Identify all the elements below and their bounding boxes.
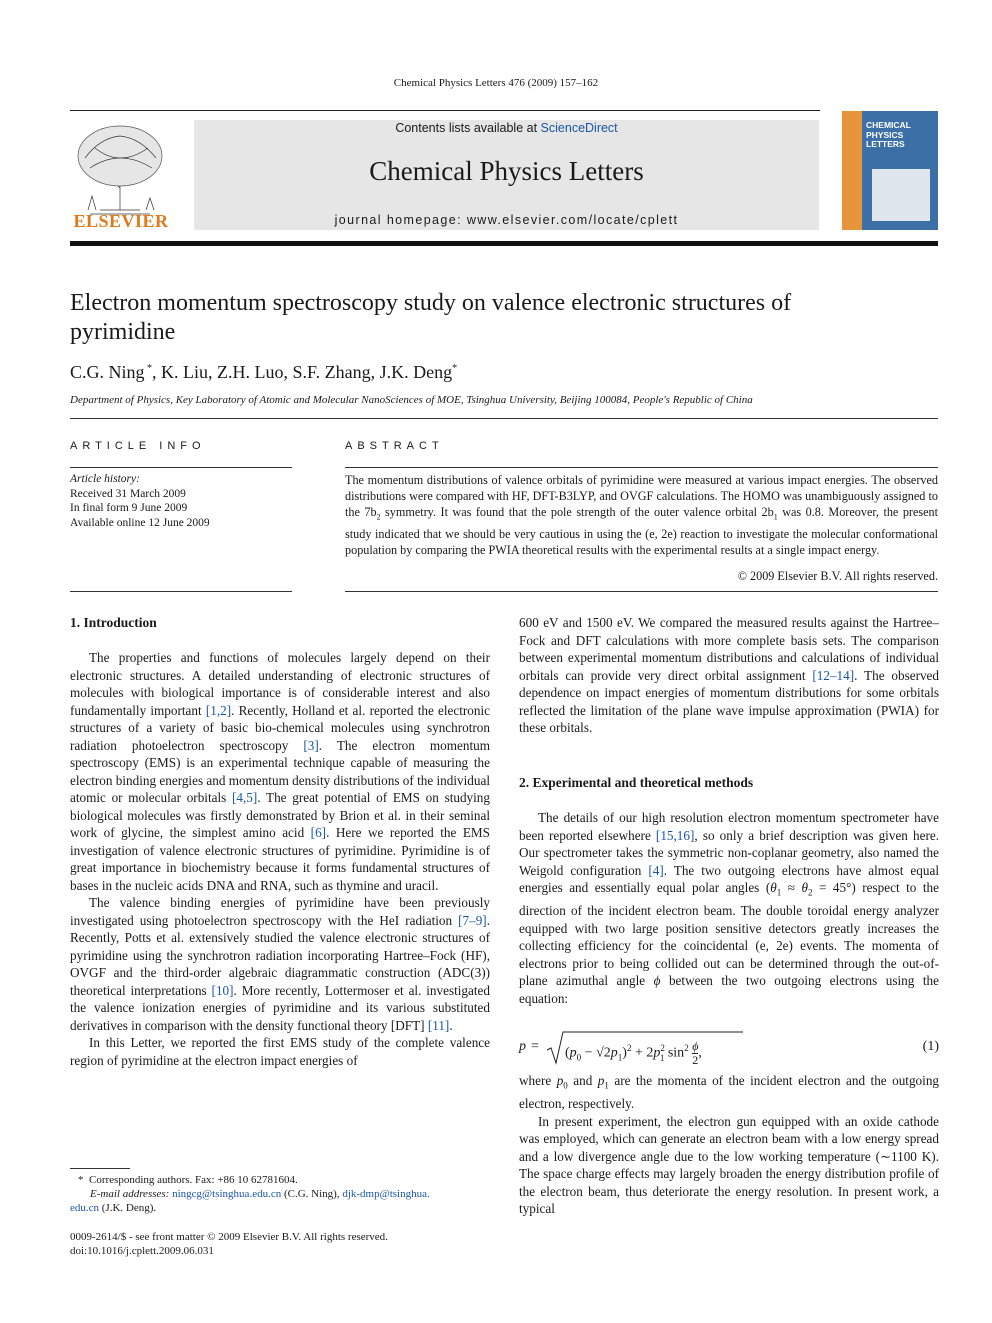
citation-link[interactable]: [11] <box>427 1017 450 1033</box>
article-title: Electron momentum spectroscopy study on valence electronic structures of pyrimidine <box>70 290 792 345</box>
author[interactable]: Z.H. Luo <box>217 362 284 382</box>
author-list: C.G. Ning *, K. Liu, Z.H. Luo, S.F. Zhang, J.K. Deng* <box>70 362 458 382</box>
cover-title: CHEMICAL PHYSICS LETTERS <box>866 120 911 149</box>
author[interactable]: J.K. Deng <box>379 362 453 382</box>
citation-link[interactable]: [3] <box>303 737 319 753</box>
footnote-rule <box>70 1168 130 1169</box>
divider <box>345 467 938 468</box>
copyright: © 2009 Elsevier B.V. All rights reserved. <box>737 569 938 583</box>
citation-link[interactable]: [6] <box>310 825 327 840</box>
article-info-heading: ARTICLE INFO <box>70 440 206 452</box>
section-heading: 1. Introduction <box>70 615 157 630</box>
journal-cover-thumbnail <box>842 111 938 230</box>
author[interactable]: C.G. Ning <box>70 362 145 382</box>
doi-line[interactable]: doi:10.1016/j.cplett.2009.06.031 <box>70 1245 214 1257</box>
citation-link[interactable]: [4] <box>648 862 664 878</box>
citation-link[interactable]: [12–14] <box>812 667 855 683</box>
equation-1: p = $(p_0 - √2p_1)^2 + 2p^2_1$ $\sin^2 \frac{\phi}{2}$ , (1) <box>519 1030 939 1066</box>
citation-link[interactable]: [10] <box>211 982 234 998</box>
cover-side-band <box>842 111 862 230</box>
author[interactable]: S.F. Zhang <box>292 362 371 382</box>
abstract-text: The momentum distributions of valence orbitals of pyrimidine were measured at various impact energies. The observed distributions were compared with HF, DFT-B3LYP, and OVGF calculations. The HOMO was unambiguously assigned to the $7b_2$ symmetry. It was found that the pole strength of the outer valence orbital $2b_1$ was 0.8. Moreover, the present study indicated that we should be very cautious in using the (e, 2e) reaction to investigate the molecular conformational population by comparing the PWIA theoretical results with the experimental results at a single impact energy. <box>345 473 939 558</box>
divider <box>70 467 292 468</box>
body-right-column-bottom: where $p_0$ and $p_1$ are the momenta of the incident electron and the outgoing electron, respectively. In present experiment, the electron gun equipped with an oxide cathode was employed, which can generate an electron beam with a low energy spread and a low divergence angle due to the low working temperature (∼1100 K). The space charge effects may largely broaden the energy distribution profile of the electron beam, thus deteriorate the energy resolution. In present work, a typical <box>519 1073 940 1217</box>
citation-link[interactable]: [1,2] <box>205 702 232 718</box>
email-link[interactable]: edu.cn <box>70 1202 100 1214</box>
issn-line: 0009-2614/$ - see front matter © 2009 Elsevier B.V. All rights reserved. <box>70 1231 388 1243</box>
cover-image <box>872 169 930 221</box>
divider <box>70 591 292 592</box>
front-matter-info <box>70 1230 388 1258</box>
divider <box>345 591 938 592</box>
header-rule <box>70 110 820 111</box>
citation-link[interactable]: [15,16] <box>655 827 695 843</box>
body-left-column: The properties and functions of molecules largely depend on their electronic structures. A detailed understanding of electronic structures of molecules with biological importance is of considerable interest and also fundamentally important [1,2]. Recently, Holland et al. reported the electronic structures of a variety of basic bio-chemical molecules using synchrotron radiation photoelectron spectroscopy [3]. The electron momentum spectroscopy (EMS) is an experimental technique capable of measuring the electron binding energies and momentum density distributions of the individual atomic or molecular orbitals [4,5]. The great potential of EMS on studying biological molecules was firstly demonstrated by Brion et al. in their seminal work of glycine, the simplest amino acid [6]. Here we reported the EMS investigation of valence electronic structures of pyrimidine. Pyrimidine is of great importance in biochemistry because it forms fundamental structures of bases in the nucleic acids DNA and RNA, such as thymine and uracil. The valence binding energies of pyrimidine have been previously investigated using photoelectron spectroscopy with the HeI radiation [7–9]. Recently, Potts et al. extensively studied the valence electronic structures of pyrimidine using the synchrotron radiation incorporating Hartree–Fock (HF), OVGF and the third-order algebraic diagrammatic construction (ADC(3)) theoretical interpretations [10]. More recently, Lottermoser et al. investigated the valence ionization energies of pyrimidine and its various substituted derivatives in comparison with the density functional theory [DFT] [11]. In this Letter, we reported the first EMS study of the complete valence region of pyrimidine at the electron impact energies of <box>70 650 490 1068</box>
elsevier-wordmark: ELSEVIER <box>73 211 169 231</box>
abstract-heading: ABSTRACT <box>345 440 444 452</box>
citation-link[interactable]: [4,5] <box>231 790 258 805</box>
corresponding-mark: * <box>452 363 458 374</box>
affiliation: Department of Physics, Key Laboratory of Atomic and Molecular NanoSciences of MOE, Tsinghua University, Beijing 100084, People's Republic of China <box>70 394 753 406</box>
divider <box>70 418 938 419</box>
body-right-column-top: 600 eV and 1500 eV. We compared the measured results against the Hartree–Fock and DFT calculations with more complete basis sets. The comparison between experimental momentum distributions and calculations of individual orbitals can provide very direct orbital assignment [12–14]. The observed dependence on impact energies of momentum distributions for some orbitals reflected the limitation of the plane wave impulse approximation (PWIA) for these orbitals. <box>519 615 940 735</box>
equation-number: (1) <box>922 1039 939 1054</box>
journal-homepage[interactable]: journal homepage: www.elsevier.com/locate/cplett <box>334 213 679 227</box>
header-thick-rule <box>70 241 938 246</box>
corresponding-mark: * <box>144 363 153 374</box>
footnote: * Corresponding authors. Fax: +86 10 62781604. E-mail addresses: ningcg@tsinghua.edu.cn (C.G. Ning), djk-dmp@tsinghua. edu.cn (J.K. Deng). <box>70 1174 430 1214</box>
journal-name: Chemical Physics Letters <box>369 156 644 186</box>
contents-prefix: Contents lists available at <box>395 121 538 135</box>
email-link[interactable]: ningcg@tsinghua.edu.cn <box>172 1188 282 1200</box>
contents-line <box>194 121 819 135</box>
journal-citation: Chemical Physics Letters 476 (2009) 157–162 <box>393 77 599 89</box>
body-right-column-methods: The details of our high resolution electron momentum spectrometer have been reported elsewhere [15,16], so only a brief description was given here. Our spectrometer takes the symmetric non-coplanar geometry, also named the Weigold configuration [4]. The two outgoing electrons have almost equal energies and essentially equal polar angles $(\theta_1 \approx \theta_2 = 45^\circ)$ respect to the direction of the incident electron beam. The double toroidal energy analyzer equipped with two large position sensitive detectors greatly increases the collecting efficiency for the coincidental (e, 2e) events. The momenta of electrons prior to being collided out can be determined through the out-of-plane azimuthal angle ϕ between the two outgoing electrons using the equation: <box>519 810 940 1006</box>
email-link[interactable]: djk-dmp@tsinghua. <box>342 1188 430 1200</box>
citation-link[interactable]: [7–9] <box>458 912 487 928</box>
sciencedirect-link[interactable]: ScienceDirect <box>540 121 618 135</box>
section-heading: 2. Experimental and theoretical methods <box>519 775 754 790</box>
author[interactable]: K. Liu <box>161 362 209 382</box>
article-history: Article history: Received 31 March 2009 In final form 9 June 2009 Available online 12 June 2009 <box>70 473 210 529</box>
